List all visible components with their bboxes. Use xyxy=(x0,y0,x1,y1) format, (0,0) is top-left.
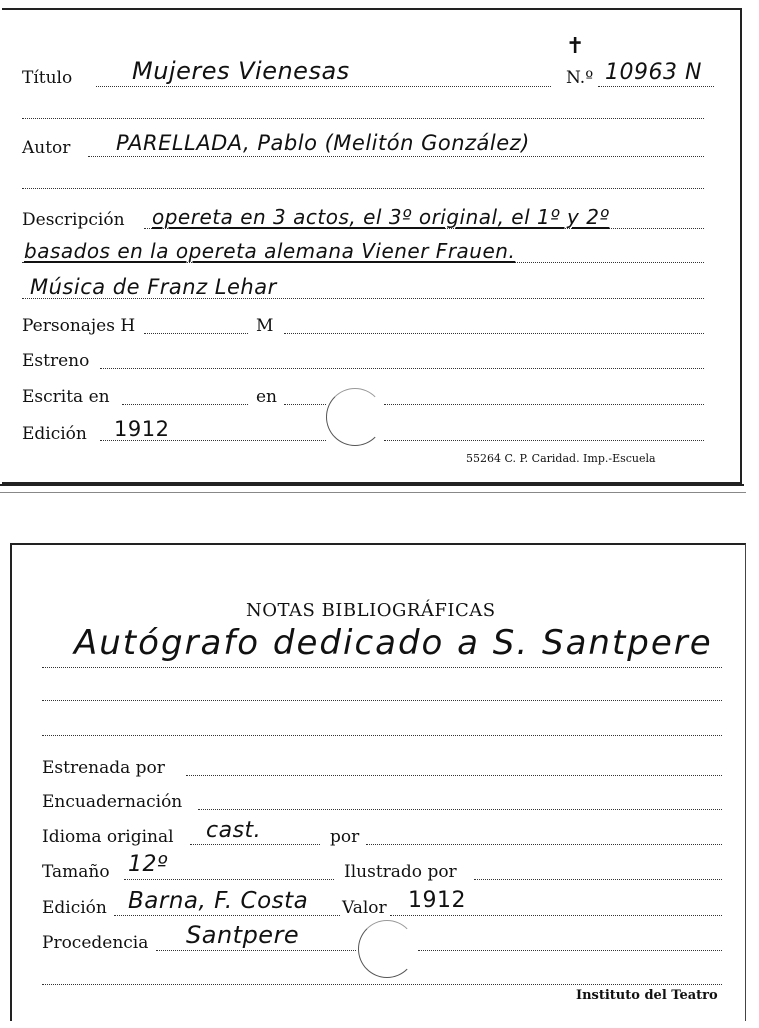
edicion-value: 1912 xyxy=(114,417,170,441)
notas-heading: NOTAS BIBLIOGRÁFICAS xyxy=(246,600,496,621)
autor-value: PARELLADA, Pablo (Melitón González) xyxy=(116,131,530,155)
escrita-label: Escrita en xyxy=(22,387,110,407)
descripcion-value-2: basados en la opereta alemana Viener Frauen. xyxy=(24,239,516,263)
printer-note: 55264 C. P. Caridad. Imp.-Escuela xyxy=(466,452,656,465)
titulo-line xyxy=(96,86,551,87)
edicion2-label: Edición xyxy=(42,898,107,918)
tamano-label: Tamaño xyxy=(42,862,110,882)
idioma-value: cast. xyxy=(206,818,262,843)
numero-label: N.º xyxy=(566,68,594,88)
estrenada-line xyxy=(186,775,722,776)
blank-line-1 xyxy=(22,118,704,119)
autor-line xyxy=(88,156,704,157)
card1-bottom-edge xyxy=(0,484,744,486)
valor-label: Valor xyxy=(342,898,387,918)
titulo-label: Título xyxy=(22,68,73,88)
personajes-m-line xyxy=(284,333,704,334)
encuadernacion-line xyxy=(198,809,722,810)
escrita-en-label: en xyxy=(256,387,278,407)
valor-value: 1912 xyxy=(408,888,466,913)
personajes-m-label: M xyxy=(256,316,274,336)
numero-line xyxy=(598,86,714,87)
por-line xyxy=(366,844,722,845)
edicion2-line xyxy=(114,915,340,916)
tamano-line xyxy=(124,879,334,880)
escrita-line-2b xyxy=(384,404,704,405)
blank-line-2 xyxy=(22,188,704,189)
descripcion-value-3: Música de Franz Lehar xyxy=(30,275,277,299)
edicion2-value: Barna, F. Costa xyxy=(128,888,309,914)
valor-line xyxy=(390,915,722,916)
escrita-line-2a xyxy=(284,404,326,405)
numero-value: 10963 N xyxy=(605,60,702,85)
cross-mark: ✝ xyxy=(566,34,585,59)
procedencia-value: Santpere xyxy=(186,921,300,949)
autor-label: Autor xyxy=(22,138,71,158)
tamano-value: 12º xyxy=(128,852,168,877)
blank-line-bottom xyxy=(42,984,722,985)
institution-name: Instituto del Teatro xyxy=(576,988,718,1003)
descripcion-label: Descripción xyxy=(22,210,125,230)
edicion-line-1b xyxy=(384,440,704,441)
note-line-1 xyxy=(42,667,722,668)
procedencia-label: Procedencia xyxy=(42,933,149,953)
encuadernacion-label: Encuadernación xyxy=(42,792,183,812)
escrita-line-1 xyxy=(122,404,248,405)
punch-hole-card1 xyxy=(326,388,384,446)
punch-hole-card2 xyxy=(358,920,416,978)
note-line-2 xyxy=(42,700,722,701)
estreno-label: Estreno xyxy=(22,351,90,371)
note-line-3 xyxy=(42,735,722,736)
idioma-label: Idioma original xyxy=(42,827,174,847)
ilustrado-line xyxy=(474,879,722,880)
ilustrado-label: Ilustrado por xyxy=(344,862,457,882)
note-value: Autógrafo dedicado a S. Santpere xyxy=(74,623,713,663)
procedencia-line-b xyxy=(418,950,722,951)
estreno-line xyxy=(100,368,704,369)
por-label: por xyxy=(330,827,360,847)
edicion-label: Edición xyxy=(22,424,87,444)
procedencia-line xyxy=(156,950,356,951)
personajes-h-line xyxy=(144,333,248,334)
idioma-line xyxy=(190,844,320,845)
card-divider xyxy=(0,492,746,493)
personajes-label: Personajes H xyxy=(22,316,136,336)
estrenada-label: Estrenada por xyxy=(42,758,165,778)
descripcion-value-1: opereta en 3 actos, el 3º original, el 1º y 2º xyxy=(152,205,610,229)
titulo-value: Mujeres Vienesas xyxy=(132,57,350,85)
